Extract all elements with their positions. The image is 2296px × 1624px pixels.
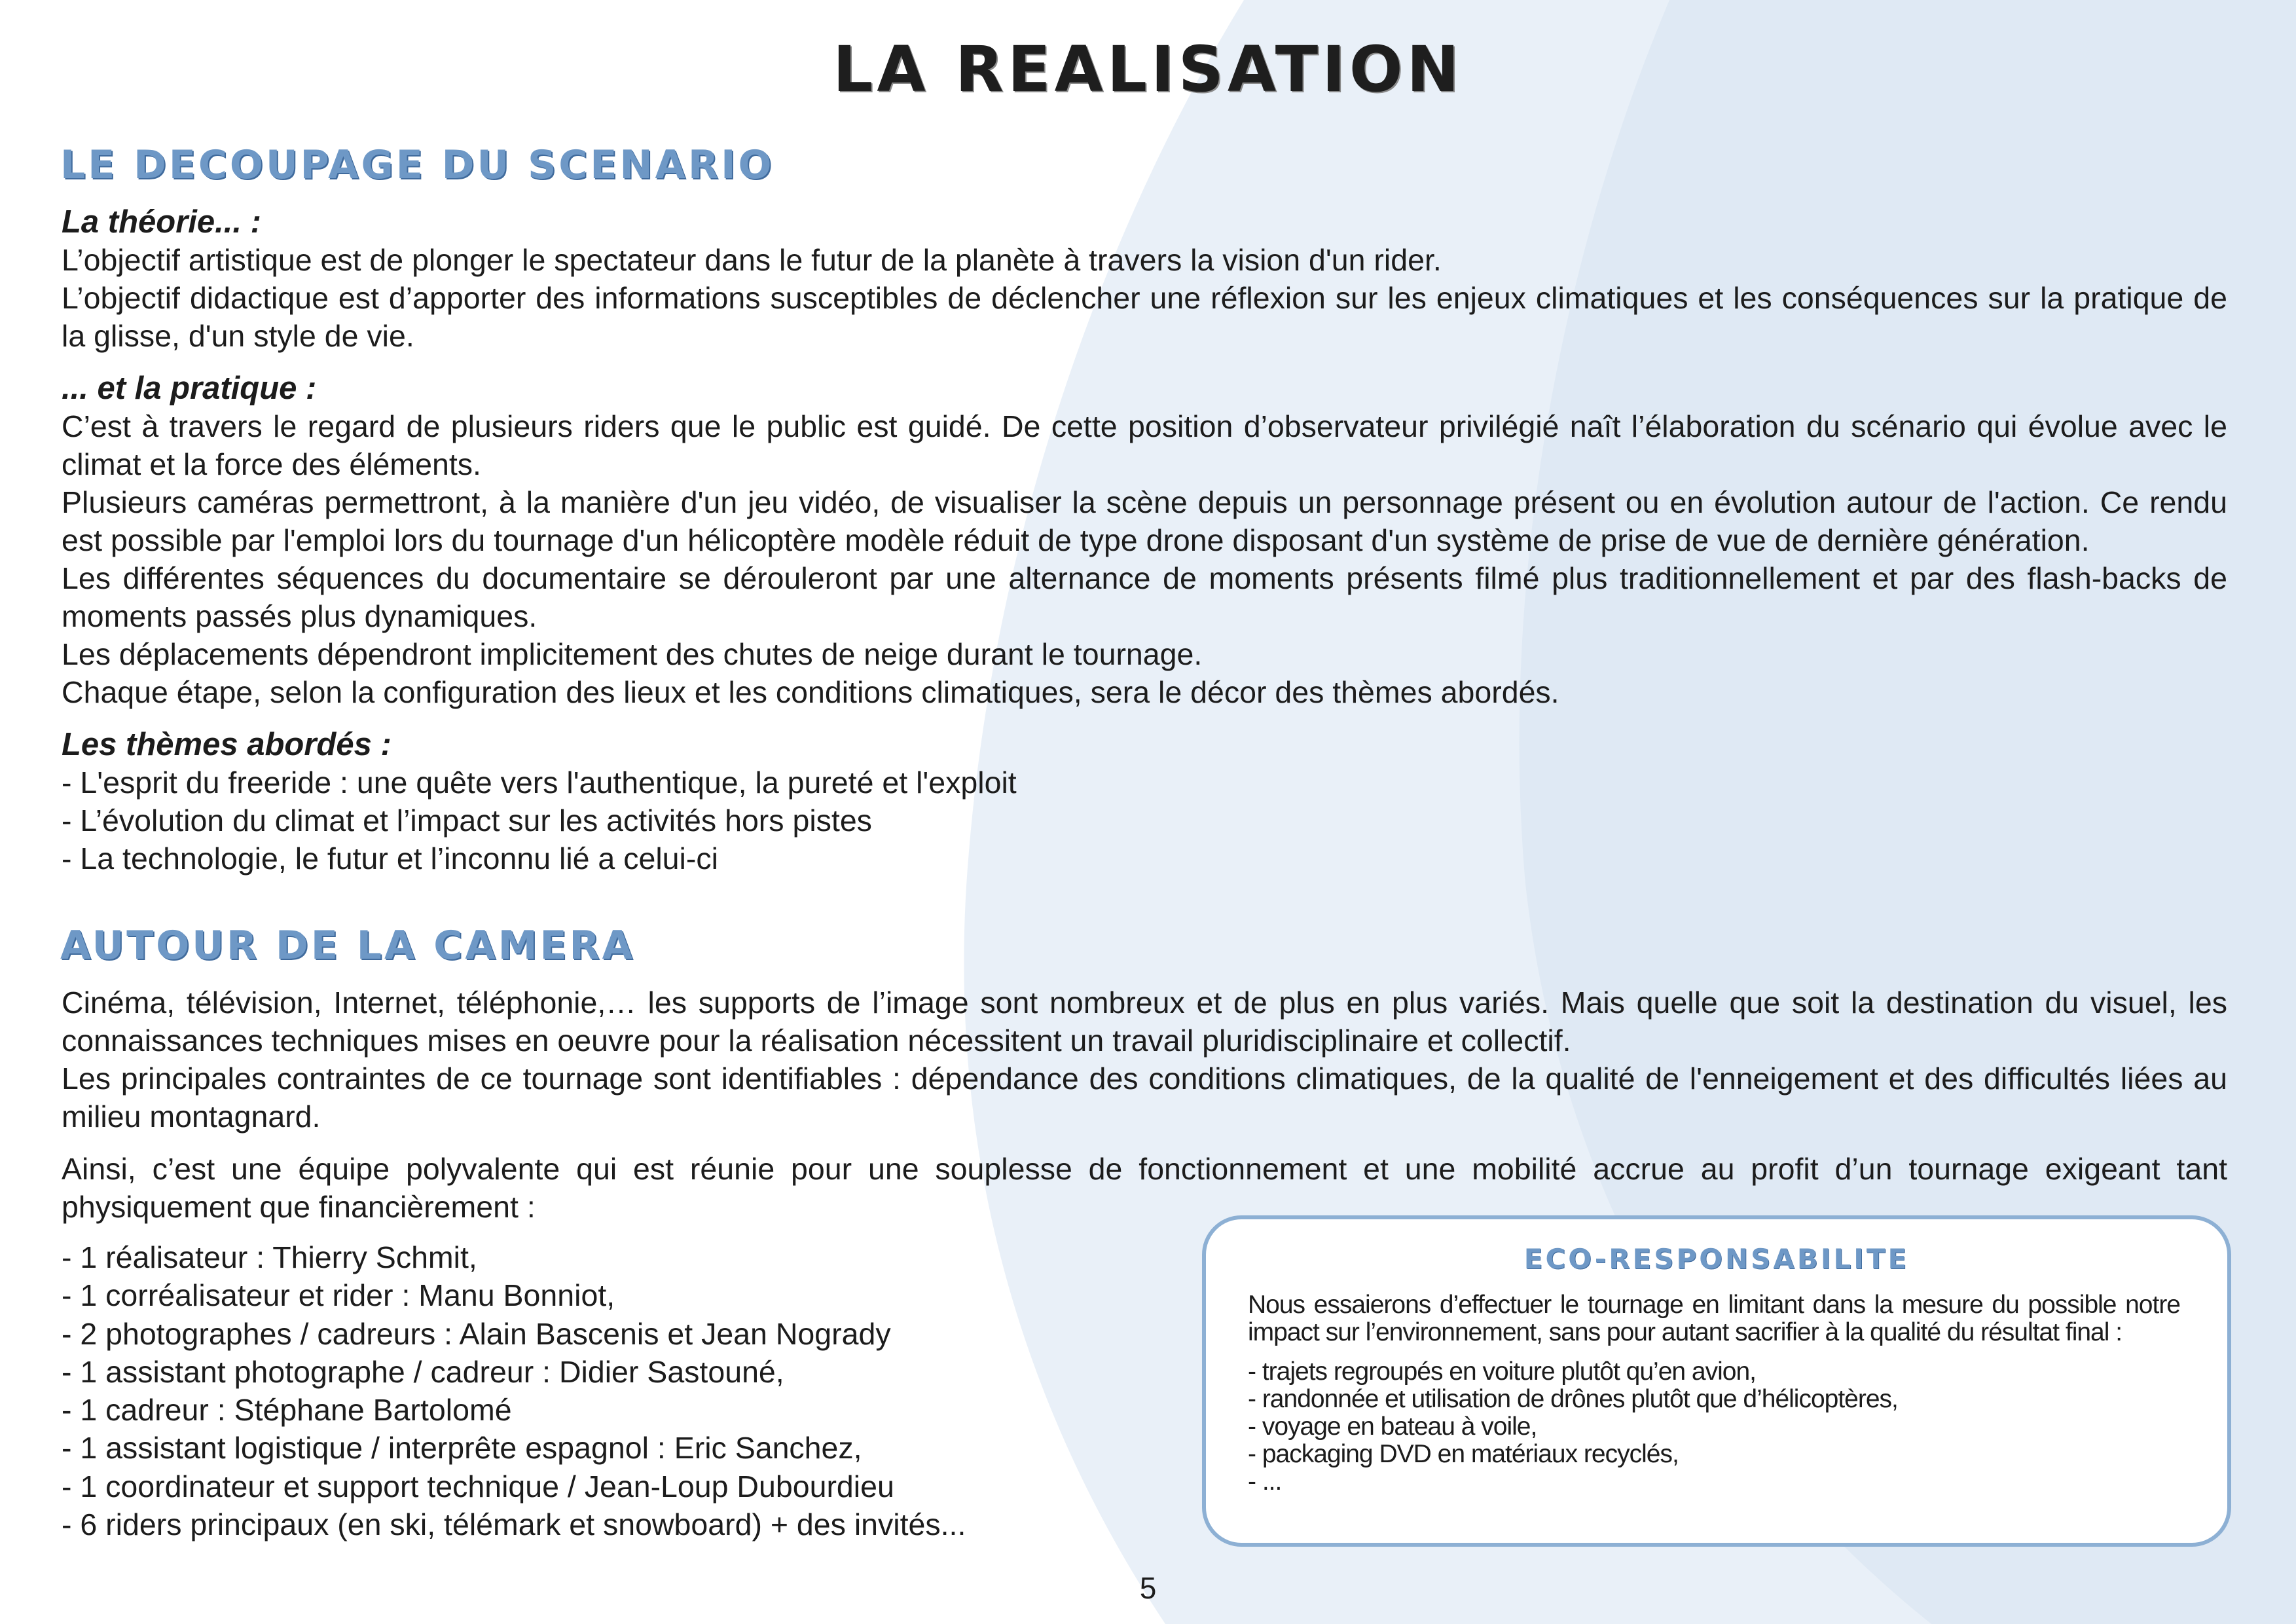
eco-item: - voyage en bateau à voile, [1248,1412,1537,1441]
camera-paragraph-3: Ainsi, c’est une équipe polyvalente qui est réunie pour une souplesse de fonctionnement et une mobilité accrue au profit d’un tournage exigeant tant physiquement que financièrement : [62,1152,2227,1224]
crew-item: - 6 riders principaux (en ski, télémark et snowboard) + des invités... [62,1507,966,1542]
theorie-subheading: La théorie... : [62,204,261,240]
crew-item: - 1 réalisateur : Thierry Schmit, [62,1240,477,1274]
crew-item: - 1 assistant logistique / interprête espagnol : Eric Sanchez, [62,1431,862,1466]
eco-item: - randonnée et utilisation de drônes plutôt que d’hélicoptères, [1248,1385,1898,1413]
scenario-section-body [62,203,2227,877]
theme-item: - L’évolution du climat et l’impact sur les activités hors pistes [62,803,872,838]
themes-list [62,764,2227,877]
camera-paragraph-1: Cinéma, télévision, Internet, téléphonie,… les supports de l’image sont nombreux et de plus en plus variés. Mais quelle que soit la destination du visuel, les connaissances techniques mises en oeuvre pour la réalisation nécessitent un travail pluridisciplinaire et collectif. [62,986,2227,1058]
eco-box-body [1248,1291,2180,1496]
theorie-paragraph-1: L’objectif artistique est de plonger le spectateur dans le futur de la planète à travers la vision d'un rider. [62,243,1442,277]
crew-item: - 2 photographes / cadreurs : Alain Bascenis et Jean Nogrady [62,1316,891,1351]
eco-responsibility-box [1202,1215,2231,1547]
crew-item: - 1 corréalisateur et rider : Manu Bonniot, [62,1278,615,1313]
eco-intro: Nous essaierons d’effectuer le tournage en limitant dans la mesure du possible notre impact sur l’environnement, sans pour autant sacrifier à la qualité du résultat final : [1248,1291,2180,1346]
pratique-paragraph-1: C’est à travers le regard de plusieurs riders que le public est guidé. De cette position d’observateur privilégié naît l’élaboration du scénario qui évolue avec le climat et la force des éléments. [62,409,2227,481]
section-heading-camera: AUTOUR DE LA CAMERA [60,923,636,969]
eco-list [1248,1358,2180,1496]
eco-item: - trajets regroupés en voiture plutôt qu’en avion, [1248,1357,1756,1386]
camera-paragraph-2: Les principales contraintes de ce tournage sont identifiables : dépendance des conditions climatiques, de la qualité de l'enneigement et des difficultés liées au milieu montagnard. [62,1061,2227,1134]
theme-item: - La technologie, le futur et l’inconnu lié a celui-ci [62,841,718,876]
pratique-paragraph-2: Plusieurs caméras permettront, à la manière d'un jeu vidéo, de visualiser la scène depuis un personnage présent ou en évolution autour de l'action. Ce rendu est possible par l'emploi lors du tournage d'un hélicoptère modèle réduit de type drone disposant d'un système de prise de vue de dernière génération. [62,485,2227,557]
eco-item: - ... [1248,1467,1282,1496]
page-number: 5 [1139,1571,1157,1605]
section-heading-scenario: LE DECOUPAGE DU SCENARIO [60,142,774,188]
pratique-paragraph-5: Chaque étape, selon la configuration des lieux et les conditions climatiques, sera le décor des thèmes abordés. [62,675,1559,709]
theorie-paragraph-2: L’objectif didactique est d’apporter des informations susceptibles de déclencher une réflexion sur les enjeux climatiques et les conséquences sur la pratique de la glisse, d'un style de vie. [62,281,2227,353]
pratique-paragraph-3: Les différentes séquences du documentaire se dérouleront par une alternance de moments présents filmé plus traditionnellement et par des flash-backs de moments passés plus dynamiques. [62,561,2227,633]
eco-box-heading: ECO-RESPONSABILITE [1523,1243,1910,1275]
crew-item: - 1 assistant photographe / cadreur : Didier Sastouné, [62,1354,784,1389]
crew-item: - 1 cadreur : Stéphane Bartolomé [62,1393,512,1428]
pratique-subheading: ... et la pratique : [62,371,317,406]
page-title: LA REALISATION [833,33,1463,106]
crew-item: - 1 coordinateur et support technique / Jean-Loup Dubourdieu [62,1469,894,1504]
crew-list [62,1238,966,1543]
themes-subheading: Les thèmes abordés : [62,727,392,762]
theme-item: - L'esprit du freeride : une quête vers l'authentique, la pureté et l'exploit [62,766,1017,800]
eco-item: - packaging DVD en matériaux recyclés, [1248,1440,1679,1468]
camera-section-body [62,984,2227,1226]
pratique-paragraph-4: Les déplacements dépendront implicitement des chutes de neige durant le tournage. [62,637,1203,671]
